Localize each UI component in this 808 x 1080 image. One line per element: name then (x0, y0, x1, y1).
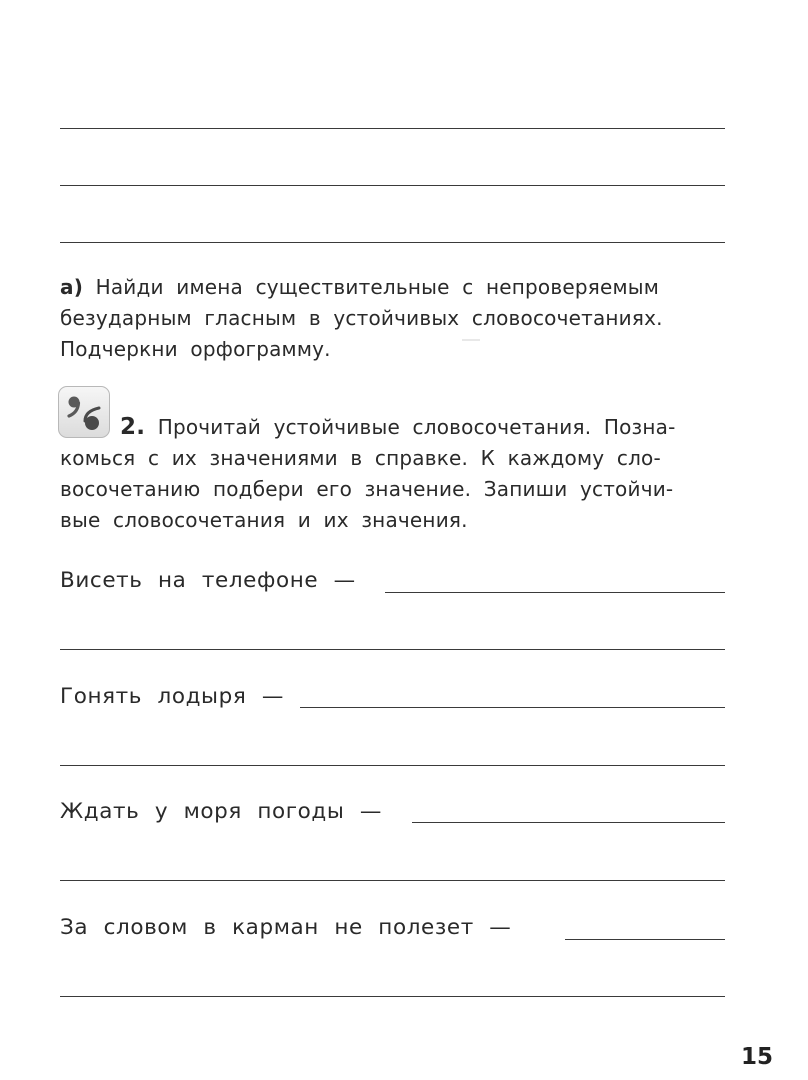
phrase-label: Гонять лодыря — (60, 684, 284, 709)
exercise-a-line-2: безударным гласным в устойчивых словосочетаниях. (60, 306, 663, 330)
answer-line[interactable] (60, 242, 725, 243)
comma-writing-icon (58, 386, 110, 438)
task-2-first-line (120, 412, 725, 443)
phrase-label: Висеть на телефоне — (60, 568, 356, 593)
exercise-a-line-3: Подчеркни орфограмму. (60, 337, 331, 361)
task-number: 2. (120, 414, 146, 440)
answer-line[interactable] (60, 996, 725, 997)
answer-line[interactable] (60, 649, 725, 650)
answer-line[interactable] (300, 707, 725, 708)
print-smudge (462, 339, 480, 341)
answer-line[interactable] (412, 822, 725, 823)
task-2-text-4: вые словосочетания и их значения. (60, 508, 468, 532)
exercise-a-text-1: Найди имена существительные с непроверяемым (95, 275, 660, 299)
answer-line[interactable] (385, 592, 725, 593)
page-number: 15 (741, 1044, 774, 1070)
task-2-text-2: комься с их значениями в справке. К каждому сло- (60, 446, 661, 470)
answer-line[interactable] (60, 185, 725, 186)
answer-line[interactable] (60, 880, 725, 881)
phrase-label: За словом в карман не полезет — (60, 915, 512, 940)
task-2-instructions (60, 443, 725, 536)
task-2-text-1: Прочитай устойчивые словосочетания. Позна- (157, 415, 676, 439)
exercise-a-marker: а) (60, 275, 84, 299)
answer-line[interactable] (565, 939, 725, 940)
answer-line[interactable] (60, 765, 725, 766)
task-2-text-3: восочетанию подбери его значение. Запиши устойчи- (60, 477, 674, 501)
phrase-label: Ждать у моря погоды — (60, 799, 383, 824)
exercise-a-line-1 (60, 272, 725, 303)
answer-line[interactable] (60, 128, 725, 129)
exercise-a-instructions (60, 272, 725, 365)
